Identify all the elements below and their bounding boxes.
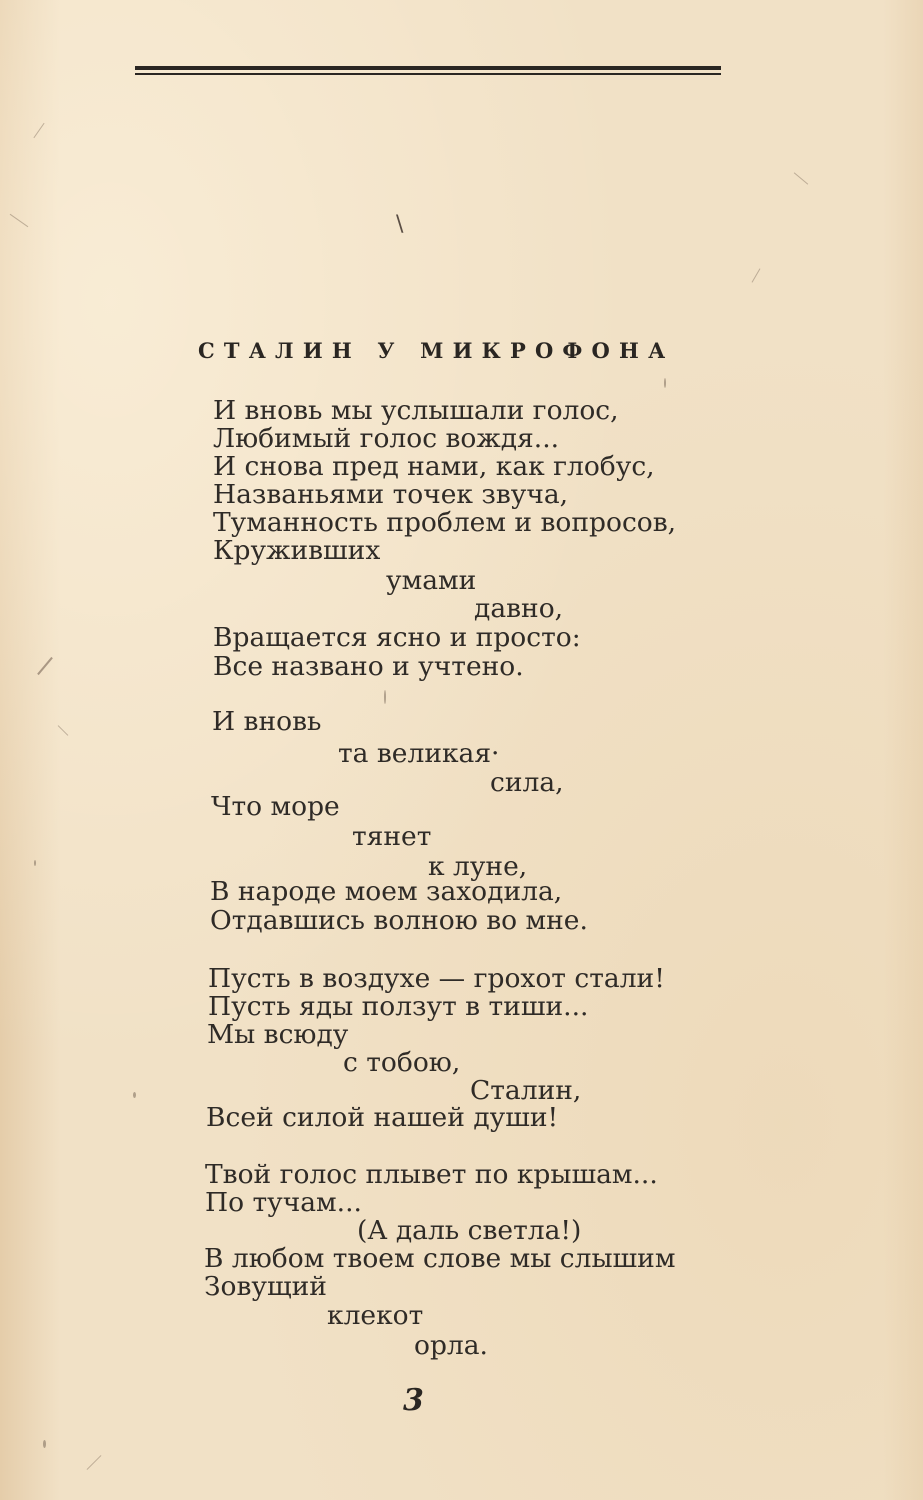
rule-thick xyxy=(135,66,721,70)
ink-mark: \ xyxy=(396,212,404,237)
poem-title: СТАЛИН У МИКРОФОНА xyxy=(198,338,675,363)
poem-line: к луне, xyxy=(428,851,528,882)
poem-line: Любимый голос вождя... xyxy=(213,423,560,454)
paper-speck xyxy=(664,378,666,388)
poem-line: Вращается ясно и просто: xyxy=(213,622,581,653)
poem-line: Туманность проблем и вопросов, xyxy=(213,507,677,538)
paper-speck xyxy=(34,860,36,866)
poem-line: Все названо и учтено. xyxy=(213,651,524,682)
poem-line: В любом твоем слове мы слышим xyxy=(204,1243,676,1274)
poem-line: Пусть яды ползут в тиши... xyxy=(208,991,589,1022)
poem-line: И вновь xyxy=(212,706,322,737)
paper-speck xyxy=(133,1092,136,1098)
paper-scratch xyxy=(33,123,44,138)
poem-line: сила, xyxy=(490,767,564,798)
poem-line: с тобою, xyxy=(343,1047,461,1078)
paper-scratch xyxy=(752,268,761,282)
paper-scratch xyxy=(58,725,69,736)
poem-line: умами xyxy=(386,565,477,596)
paper-scratch xyxy=(10,214,29,227)
poem-line: тянет xyxy=(352,821,432,852)
paper-scratch xyxy=(87,1455,102,1470)
poem-line: Твой голос плывет по крышам... xyxy=(205,1159,658,1190)
poem-line: Отдавшись волною во мне. xyxy=(210,905,588,936)
poem-line: Сталин, xyxy=(470,1075,582,1106)
poem-line: клекот xyxy=(327,1300,424,1331)
poem-line: Что море xyxy=(211,791,340,822)
poem-line: Мы всюду xyxy=(207,1019,349,1050)
poem-line: (А даль светла!) xyxy=(357,1215,582,1246)
paper-speck xyxy=(384,690,386,704)
rule-thin xyxy=(135,73,721,75)
poem-line: По тучам... xyxy=(205,1187,362,1218)
paper-scratch xyxy=(37,657,53,675)
paper-scratch xyxy=(794,172,808,184)
poem-line: И снова пред нами, как глобус, xyxy=(213,451,655,482)
paper-speck xyxy=(43,1440,46,1448)
poem-line: В народе моем заходила, xyxy=(210,876,563,907)
poem-line: давно, xyxy=(474,593,564,624)
poem-line: Круживших xyxy=(213,535,381,566)
poem-line: Зовущий xyxy=(204,1271,327,1302)
poem-line: та великая· xyxy=(338,738,500,769)
poem-line: Пусть в воздухе — грохот стали! xyxy=(208,963,665,994)
poem-line: Всей силой нашей души! xyxy=(206,1102,559,1133)
poem-line: орла. xyxy=(414,1330,488,1361)
page-number: 3 xyxy=(403,1383,424,1418)
poem-line: И вновь мы услышали голос, xyxy=(213,395,619,426)
poem-line: Названьями точек звуча, xyxy=(213,479,569,510)
